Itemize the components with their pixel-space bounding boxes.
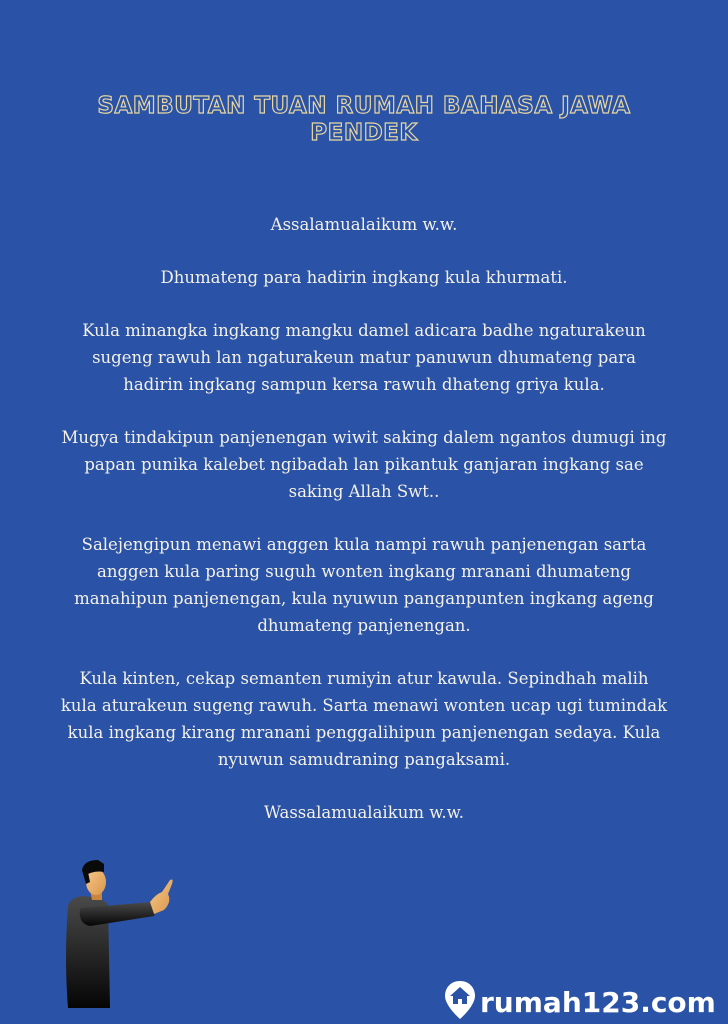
page-title: SAMBUTAN TUAN RUMAH BAHASA JAWA PENDEK (97, 93, 631, 147)
brand-name: rumah123.com (480, 985, 716, 1019)
paragraph-prayer: Mugya tindakipun panjenengan wiwit saking dalem ngantos dumugi ing papan punika kalebet ngibadah lan pikantuk ganjaran ingkang sae saking Allah Swt.. (61, 428, 667, 501)
greeting-opening: Assalamualaikum w.w. (270, 215, 458, 234)
paragraph-welcome: Kula minangka ingkang mangku damel adicara badhe ngaturakeun sugeng rawuh lan ngaturakeun matur panuwun dhumateng para hadirin ingkang sampun kersa rawuh dhateng griya kula. (82, 321, 646, 394)
location-pin-house-icon (444, 980, 476, 1024)
greeting-closing: Wassalamualaikum w.w. (263, 803, 465, 822)
speech-body (60, 211, 668, 852)
brand-logo (444, 982, 716, 1022)
paragraph-closing: Kula kinten, cekap semanten rumiyin atur kawula. Sepindhah malih kula aturakeun sugeng rawuh. Sarta menawi wonten ucap ugi tumindak kula ingkang kirang mranani penggalihipun panjenengan sedaya. Kula nyuwun samudraning pangaksami. (60, 669, 668, 769)
speaker-pointing-figure-icon (60, 858, 180, 1008)
address-audience: Dhumateng para hadirin ingkang kula khurmati. (160, 268, 568, 287)
paragraph-apology: Salejengipun menawi anggen kula nampi rawuh panjenengan sarta anggen kula paring suguh wonten ingkang mranani dhumateng manahipun panjenengan, kula nyuwun panganpunten ingkang ageng dhumateng panjenengan. (74, 535, 654, 635)
